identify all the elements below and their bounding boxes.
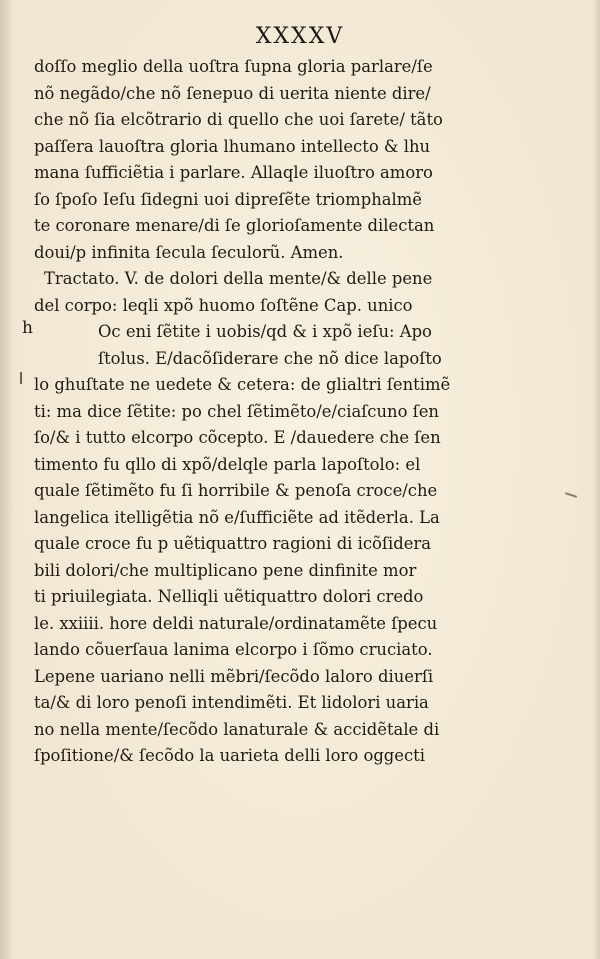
text-line: timento fu qllo di xpõ/delqle parla lapoſtolo: el [34, 454, 421, 474]
text-line: le. xxiiii. hore deldi naturale/ordinatamẽte ſpecu [34, 613, 438, 633]
text-line: doui/p infinita ſecula ſeculorũ. Amen. [34, 242, 344, 262]
folio-number: XXXXV [255, 24, 345, 49]
text-line: mana ſufficiẽtia i parlare. Allaqle iluoſtro amoro [34, 163, 433, 182]
text-line: doſſo meglio della uoſtra ſupna gloria parlare/ſe [34, 57, 433, 76]
text-column [34, 54, 466, 770]
initial-guide-letter: h [22, 318, 33, 338]
gutter-shadow [0, 0, 14, 959]
text-line: nõ negãdo/che nõ ſenepuo di uerita niente dire/ [34, 83, 431, 103]
text-line: che nõ ſia elcõtrario di quello che uoi ſarete/ tãto [34, 110, 443, 129]
text-line: ta/& di loro penoſi intendimẽti. Et lidolori uaria [34, 693, 429, 712]
text-line: ti: ma dice ſẽtite: po chel ſẽtimẽto/e/ciaſcuno ſen [34, 401, 439, 421]
chapter-heading-line: Tractato. V. de dolori della mente/& delle pene [44, 269, 433, 288]
text-line: lo ghuſtate ne uedete & cetera: de glialtri ſentimẽ [34, 375, 451, 394]
text-line: ti priuilegiata. Nelliqli uẽtiquattro dolori credo [34, 587, 424, 606]
text-line: paſſera lauoſtra gloria lhumano intellecto & lhu [34, 136, 431, 156]
text-line: bili dolori/che multiplicano pene dinfinite mor [34, 560, 417, 580]
chapter-heading-line: del corpo: leqli xpõ huomo ſoſtẽne Cap. unico [34, 295, 413, 315]
text-line: ſo/& i tutto elcorpo cõcepto. E /dauedere che ſen [34, 428, 441, 447]
text-line: ſo ſpoſo Ieſu ſidegni uoi dipreſẽte triomphalmẽ [34, 189, 423, 209]
text-line: te coronare menare/di ſe glorioſamente dilectan [34, 216, 435, 235]
page-edge [592, 0, 600, 959]
margin-tick [565, 492, 577, 498]
text-line: ſtolus. E/dacõſiderare che nõ dice lapoſto [98, 348, 442, 368]
margin-mark [20, 372, 22, 384]
text-line: no nella mente/ſecõdo lanaturale & accidẽtale di [34, 719, 440, 739]
text-line: quale ſẽtimẽto fu ſi horribile & penoſa croce/che [34, 481, 438, 500]
text-line: langelica itelligẽtia nõ e/ſufficiẽte ad itẽderla. La [34, 507, 440, 527]
text-line: lando cõuerſaua lanima elcorpo i ſõmo cruciato. [34, 640, 433, 659]
text-line: ſpoſitione/& ſecõdo la uarieta delli loro oggecti [34, 746, 426, 765]
text-line: quale croce fu p uẽtiquattro ragioni di icõſidera [34, 534, 432, 553]
text-line: Lepene uariano nelli mẽbri/ſecõdo laloro diuerſi [34, 666, 434, 686]
text-line: Oc eni ſẽtite i uobis/qd & i xpõ ieſu: Apo [98, 322, 432, 341]
